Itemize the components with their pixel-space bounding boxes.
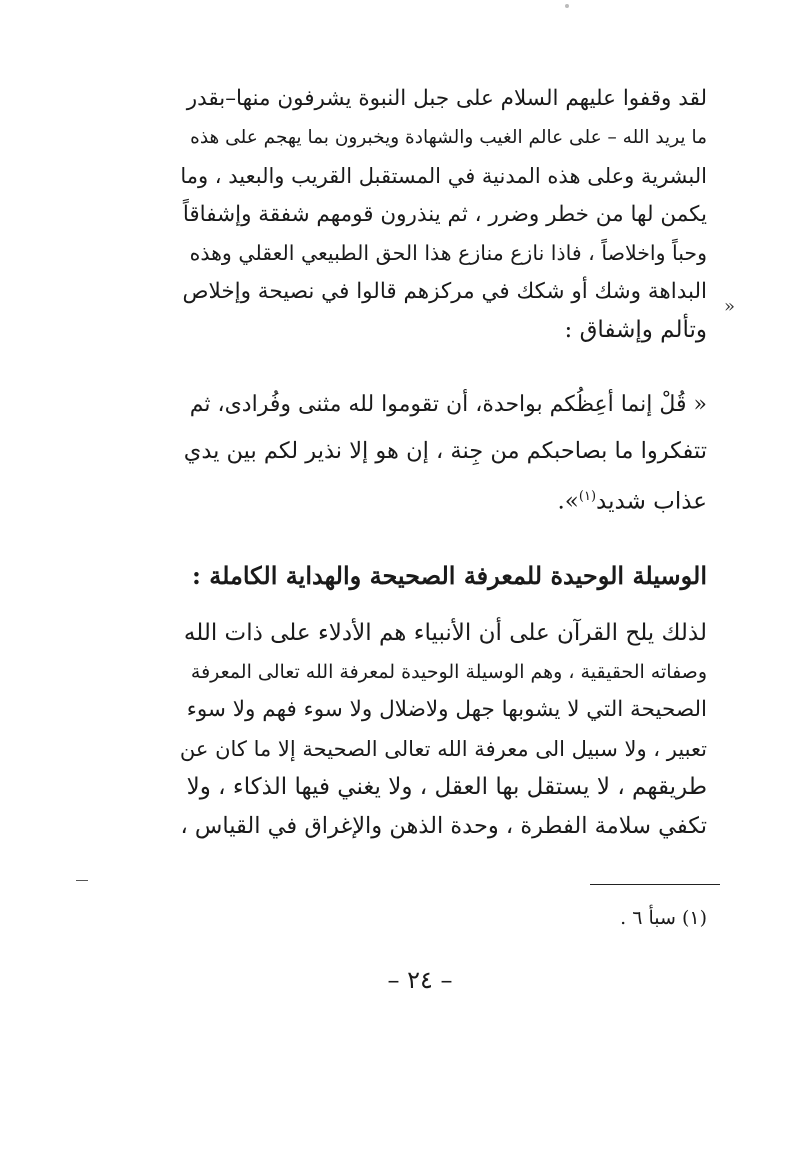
text-line: يكمن لها من خطر وضرر ، ثم ينذرون قومهم شفقة وإشفاقاً bbox=[182, 201, 707, 227]
text-line: البداهة وشك أو شكك في مركزهم قالوا في نصيحة وإخلاص bbox=[182, 278, 707, 304]
quote-text: عذاب شديد bbox=[596, 488, 707, 515]
footnote-ref: (١) bbox=[578, 489, 597, 504]
text-line: طريقهم ، لا يستقل بها العقل ، ولا يغني فيها الذكاء ، ولا bbox=[186, 774, 707, 800]
quote-close-mark: ». bbox=[557, 488, 579, 515]
paragraph-knowledge bbox=[180, 614, 707, 845]
text-line: البشرية وعلى هذه المدنية في المستقبل القريب والبعيد ، وما bbox=[180, 164, 707, 188]
text-line: وحباً واخلاصاً ، فاذا نازع منازع هذا الحق الطبيعي العقلي وهذه bbox=[189, 241, 707, 265]
quran-quote bbox=[180, 382, 707, 520]
section-heading: الوسيلة الوحيدة للمعرفة الصحيحة والهداية الكاملة : bbox=[191, 561, 707, 590]
text-line: لذلك يلح القرآن على أن الأنبياء هم الأدلاء على ذات الله bbox=[183, 620, 707, 646]
quote-line: « قُلْ إنما أعِظُكم بواحدة، أن تقوموا لله مثنى وفُرادى، ثم bbox=[189, 392, 707, 417]
text-line: ما يريد الله – على عالم الغيب والشهادة ويخبرون بما يهجم على هذه bbox=[190, 126, 707, 148]
text-line: وتألم وإشفاق : bbox=[564, 317, 707, 343]
text-line: وصفاته الحقيقية ، وهم الوسيلة الوحيدة لمعرفة الله تعالى المعرفة bbox=[190, 660, 707, 683]
footnote: (١) سبأ ٦ . bbox=[620, 907, 707, 929]
text-line: تعبير ، ولا سبيل الى معرفة الله تعالى الصحيحة إلا ما كان عن bbox=[180, 736, 707, 761]
page-number: – ٢٤ – bbox=[387, 966, 453, 994]
text-line: تكفي سلامة الفطرة ، وحدة الذهن والإغراق في القياس ، bbox=[180, 812, 707, 839]
margin-tick bbox=[76, 880, 88, 881]
text-line: الصحيحة التي لا يشوبها جهل ولاضلال ولا سوء فهم ولا سوء bbox=[186, 697, 707, 722]
scan-speck bbox=[565, 4, 569, 8]
paragraph-prophets bbox=[180, 80, 707, 350]
footnote-divider bbox=[590, 884, 720, 885]
quote-line-last bbox=[180, 474, 707, 520]
text-line: لقد وقفوا عليهم السلام على جبل النبوة يشرفون منها–بقدر bbox=[186, 86, 707, 111]
marginal-mark: » bbox=[724, 296, 736, 317]
quote-line: تتفكروا ما بصاحبكم من جِنة ، إن هو إلا نذير لكم بين يدي bbox=[183, 438, 707, 464]
